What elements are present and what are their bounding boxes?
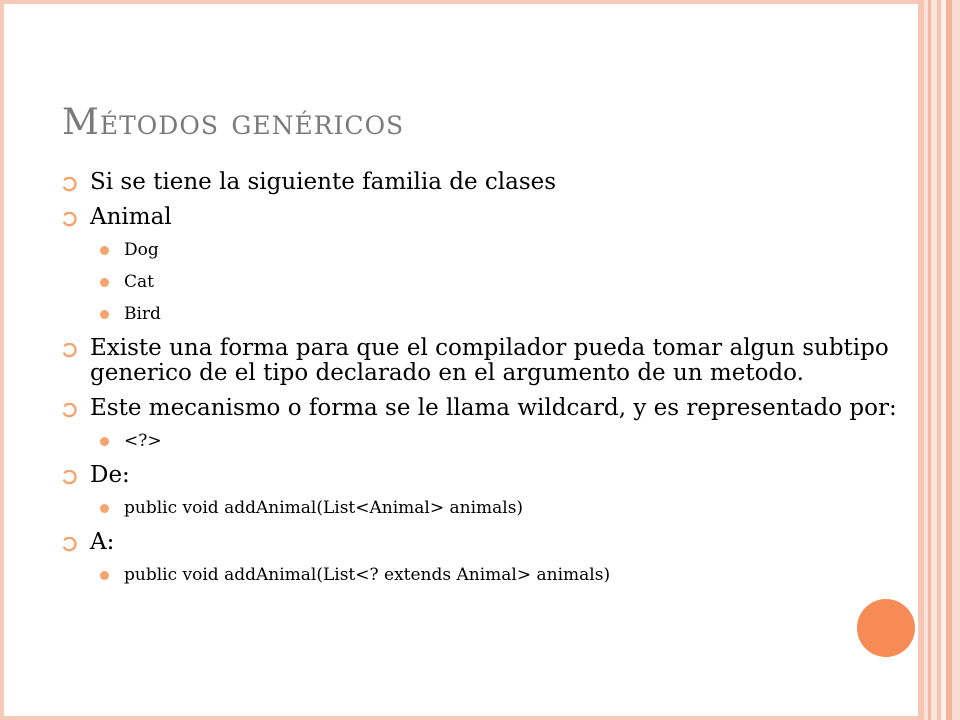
bullet-arc-icon: [62, 209, 78, 225]
bullet-text: Bird: [124, 304, 161, 324]
bullet-arc-icon: [62, 174, 78, 190]
decorative-stripe: [952, 0, 960, 720]
bullet-item: [62, 205, 912, 230]
bullet-arc-icon: [62, 467, 78, 483]
slide-frame-left: [0, 0, 4, 720]
sub-bullet-item: [62, 498, 912, 518]
bullet-text: <?>: [124, 431, 162, 451]
bullet-arc-icon: [62, 340, 78, 356]
bullet-item: [62, 170, 912, 195]
bullet-dot-icon: [100, 278, 109, 287]
sub-bullet-item: [62, 272, 912, 292]
bullet-text: De:: [90, 462, 130, 488]
sub-bullet-item: [62, 240, 912, 260]
bullet-arc-icon: [62, 534, 78, 550]
bullet-text: Si se tiene la siguiente familia de clases: [90, 169, 557, 195]
sub-bullet-item: [62, 304, 912, 324]
bullet-item: [62, 463, 912, 488]
bullet-item: [62, 530, 912, 555]
bullet-dot-icon: [100, 571, 109, 580]
decorative-circle: [857, 599, 915, 657]
bullet-text: Este mecanismo o forma se le llama wildcard, y es representado por:: [90, 395, 897, 421]
slide-title: Métodos genéricos: [62, 102, 405, 143]
bullet-text: Cat: [124, 272, 154, 292]
sub-bullet-item: [62, 431, 912, 451]
bullet-item: [62, 336, 912, 386]
bullet-list: [62, 170, 912, 597]
bullet-text: A:: [90, 529, 115, 555]
bullet-text: public void addAnimal(List<? extends Animal> animals): [124, 565, 611, 585]
slide-frame-top: [0, 0, 918, 4]
bullet-item: [62, 396, 912, 421]
bullet-text: Animal: [90, 204, 172, 230]
slide-frame-bottom: [0, 716, 918, 720]
bullet-dot-icon: [100, 246, 109, 255]
bullet-dot-icon: [100, 504, 109, 513]
bullet-arc-icon: [62, 400, 78, 416]
bullet-text: Existe una forma para que el compilador pueda tomar algun subtipo generico de el tipo declarado en el argumento de un metodo.: [90, 335, 889, 386]
bullet-dot-icon: [100, 437, 109, 446]
bullet-text: Dog: [124, 240, 159, 260]
bullet-text: public void addAnimal(List<Animal> animals): [124, 498, 524, 518]
sub-bullet-item: [62, 565, 912, 585]
bullet-dot-icon: [100, 310, 109, 319]
